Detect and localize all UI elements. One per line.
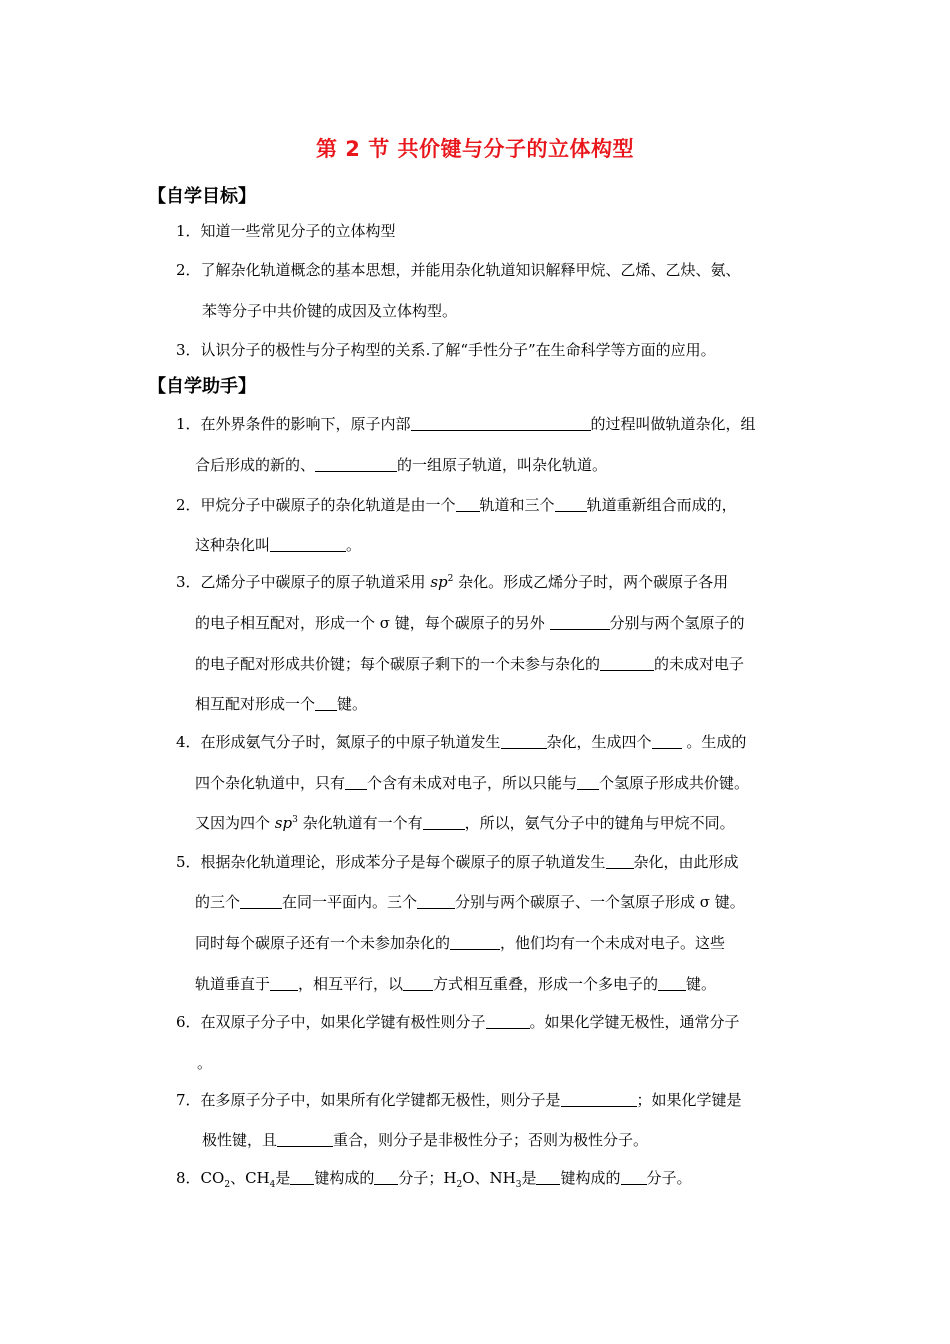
q4-text-i: ，所以，氨气分子中的键角与甲烷不同。	[464, 814, 735, 832]
answer-blank[interactable]	[652, 733, 682, 749]
q3-text-e: 的电子配对形成共价键；每个碳原子剩下的一个未参与杂化的	[195, 655, 601, 673]
q3-text-a: 3．乙烯分子中碳原子的原子轨道采用	[176, 573, 431, 591]
goal-3	[176, 340, 716, 360]
q7-text-d: 重合，则分子是非极性分子；否则为极性分子。	[333, 1131, 649, 1149]
q8-sub: 3	[515, 1180, 522, 1190]
q5-text-g: ，他们均有一个未成对电子。这些	[500, 934, 726, 952]
question-1-line-2	[195, 455, 607, 475]
q5-text-d: 在同一平面内。三个	[282, 893, 418, 911]
question-3-line-2	[195, 613, 745, 633]
question-7-line-2	[202, 1130, 648, 1150]
q5-text-a: 5．根据杂化轨道理论，形成苯分子是每个碳原子的原子轨道发生	[176, 853, 606, 871]
answer-blank[interactable]	[577, 774, 599, 790]
answer-blank[interactable]	[423, 814, 465, 830]
question-2-line-2	[195, 535, 361, 555]
q6-text-a: 6．在双原子分子中，如果化学键有极性则分子	[176, 1013, 486, 1031]
answer-blank[interactable]	[270, 975, 298, 991]
answer-blank[interactable]	[345, 774, 367, 790]
q7-text-a: 7．在多原子分子中，如果所有化学键都无极性，则分子是	[176, 1091, 561, 1109]
q8-text-g: 是	[521, 1169, 537, 1187]
q4-text-d: 四个杂化轨道中，只有	[195, 774, 346, 792]
q5-text-e: 分别与两个碳原子、一个氢原子形成 σ 键。	[455, 893, 745, 911]
q8-text-c: 是	[275, 1169, 291, 1187]
q3-text-d: 分别与两个氢原子的	[609, 614, 745, 632]
q4-text-c: 。生成的	[681, 733, 747, 751]
q4-text-e: 个含有未成对电子，所以只能与	[367, 774, 578, 792]
section-heading-goals: 【自学目标】	[148, 186, 256, 207]
answer-blank[interactable]	[456, 496, 480, 512]
q4-sup: 3	[292, 815, 298, 825]
q1-text-d: 的一组原子轨道，叫杂化轨道。	[397, 456, 608, 474]
question-4-line-3	[195, 813, 735, 833]
answer-blank[interactable]	[417, 893, 455, 909]
q2-text-d: 这种杂化叫	[195, 536, 271, 554]
answer-blank[interactable]	[550, 614, 610, 630]
q4-text-b: 杂化，生成四个	[546, 733, 652, 751]
q7-text-b: ；如果化学键是	[636, 1091, 742, 1109]
answer-blank[interactable]	[621, 1169, 647, 1185]
q8-text-f: O、NH	[462, 1169, 516, 1187]
answer-blank[interactable]	[555, 496, 587, 512]
q2-text-b: 轨道和三个	[479, 496, 555, 514]
goal-2-line-2: 苯等分子中共价键的成因及立体构型。	[202, 302, 458, 320]
q3-text-g: 相互配对形成一个	[195, 695, 316, 713]
q7-text-c: 极性键，且	[202, 1131, 278, 1149]
goal-3-number: 3．	[176, 341, 201, 359]
goal-3-emphasis: 认识分子的极性与分子构型的关系	[200, 341, 426, 359]
q3-text-b: 杂化。形成乙烯分子时，两个碳原子各用	[453, 573, 729, 591]
answer-blank[interactable]	[374, 1169, 398, 1185]
question-5-line-2	[195, 892, 745, 912]
question-8	[176, 1168, 692, 1188]
q5-text-b: 杂化，由此形成	[633, 853, 739, 871]
answer-blank[interactable]	[600, 655, 654, 671]
page-title: 第 2 节 共价键与分子的立体构型	[315, 137, 635, 161]
q4-text-h: 杂化轨道有一个有	[297, 814, 423, 832]
q8-text-e: 分子；H	[398, 1169, 457, 1187]
goal-2-line-1: 2．了解杂化轨道概念的基本思想，并能用杂化轨道知识解释甲烷、乙烯、乙炔、氨、	[176, 261, 741, 279]
question-4-line-1	[176, 732, 746, 752]
q5-text-c: 的三个	[195, 893, 241, 911]
answer-blank[interactable]	[315, 456, 397, 472]
q4-text-g: 又因为四个	[195, 814, 275, 832]
answer-blank[interactable]	[403, 975, 433, 991]
q4-text-f: 个氢原子形成共价键。	[599, 774, 750, 792]
q6-text-b: 。如果化学键无极性，通常分子	[529, 1013, 740, 1031]
question-5-line-3	[195, 933, 725, 953]
q8-text-b: 、CH	[230, 1169, 270, 1187]
question-2-line-1	[176, 495, 737, 515]
q5-text-h: 轨道垂直于	[195, 975, 271, 993]
question-3-line-1	[176, 572, 728, 592]
question-7-line-1	[176, 1090, 742, 1110]
question-4-line-2	[195, 773, 749, 793]
answer-blank[interactable]	[290, 1169, 314, 1185]
question-5-line-1	[176, 852, 739, 872]
goal-3-rest: .了解“手性分子”在生命科学等方面的应用。	[425, 341, 716, 359]
answer-blank[interactable]	[561, 1091, 637, 1107]
q8-sub: 4	[269, 1180, 276, 1190]
answer-blank[interactable]	[501, 733, 547, 749]
answer-blank[interactable]	[450, 934, 500, 950]
q8-sub: 2	[456, 1180, 463, 1190]
q1-text-b: 的过程叫做轨道杂化，组	[590, 415, 756, 433]
q8-sub: 2	[224, 1180, 231, 1190]
q8-text-a: 8．CO	[176, 1169, 225, 1187]
q4-sp: sp	[274, 814, 293, 832]
answer-blank[interactable]	[315, 695, 337, 711]
q3-sp: sp	[430, 573, 448, 591]
goal-1: 1．知道一些常见分子的立体构型	[176, 222, 396, 240]
answer-blank[interactable]	[411, 415, 591, 431]
answer-blank[interactable]	[270, 536, 346, 552]
q4-text-a: 4．在形成氨气分子时，氮原子的中原子轨道发生	[176, 733, 501, 751]
q1-text-a: 1．在外界条件的影响下，原子内部	[176, 415, 411, 433]
answer-blank[interactable]	[536, 1169, 560, 1185]
q2-text-c: 轨道重新组合而成的，	[586, 496, 737, 514]
question-3-line-3	[195, 654, 744, 674]
question-6-line-1	[176, 1012, 740, 1032]
q3-sup: 2	[447, 574, 454, 584]
question-6-line-2: 。	[197, 1054, 213, 1072]
question-3-line-4	[195, 694, 367, 714]
answer-blank[interactable]	[486, 1013, 530, 1029]
section-heading-helper: 【自学助手】	[148, 376, 256, 397]
q3-text-f: 的未成对电子	[654, 655, 745, 673]
q5-text-i: ，相互平行，以	[298, 975, 404, 993]
answer-blank[interactable]	[277, 1131, 333, 1147]
q2-text-a: 2．甲烷分子中碳原子的杂化轨道是由一个	[176, 496, 456, 514]
q3-text-h: 键。	[337, 695, 368, 713]
q8-text-i: 分子。	[646, 1169, 692, 1187]
q8-text-d: 键构成的	[314, 1169, 375, 1187]
q1-text-c: 合后形成的新的、	[195, 456, 316, 474]
q3-text-c: 的电子相互配对，形成一个 σ 键，每个碳原子的另外	[195, 614, 550, 632]
answer-blank[interactable]	[658, 975, 686, 991]
question-1-line-1	[176, 414, 756, 434]
q5-text-j: 方式相互重叠，形成一个多电子的	[433, 975, 659, 993]
q5-text-k: 键。	[686, 975, 717, 993]
answer-blank[interactable]	[606, 853, 634, 869]
q5-text-f: 同时每个碳原子还有一个未参加杂化的	[195, 934, 451, 952]
answer-blank[interactable]	[240, 893, 282, 909]
question-5-line-4	[195, 974, 716, 994]
q8-text-h: 键构成的	[560, 1169, 621, 1187]
q2-text-e: 。	[346, 536, 362, 554]
